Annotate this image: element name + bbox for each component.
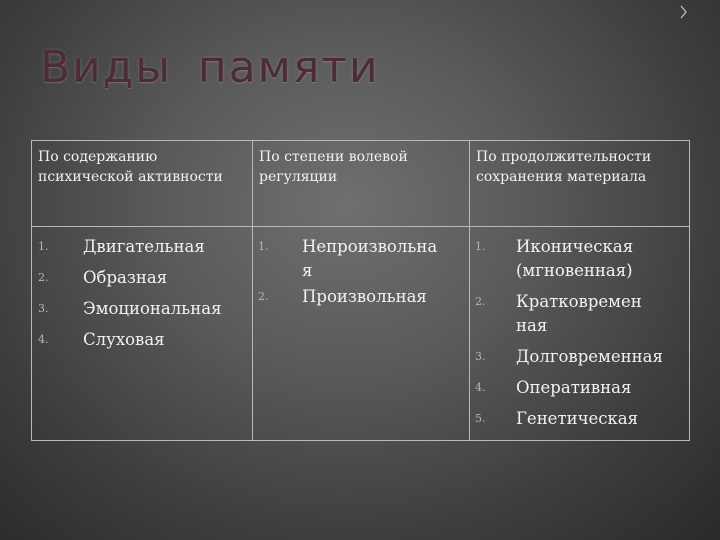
header-line: психической активности <box>38 169 223 185</box>
item-number: 4. <box>475 381 486 394</box>
item-number: 2. <box>38 271 49 284</box>
numbered-list <box>32 227 252 352</box>
item-number: 3. <box>475 350 486 363</box>
item-text: Слуховая <box>83 330 165 349</box>
item-number: 4. <box>38 333 49 346</box>
list-cell-duration <box>470 227 690 441</box>
numbered-list <box>470 227 689 431</box>
item-number: 1. <box>475 240 486 253</box>
list-cell-volition <box>253 227 470 441</box>
list-item <box>470 235 689 283</box>
item-number: 2. <box>258 290 269 303</box>
item-text: Непроизвольная <box>302 237 438 280</box>
list-item <box>253 285 469 309</box>
item-text: Образная <box>83 268 168 287</box>
item-text: Двигательная <box>83 237 205 256</box>
item-number: 5. <box>475 412 486 425</box>
item-number: 2. <box>475 295 486 308</box>
item-number: 1. <box>258 240 269 253</box>
list-item <box>470 407 689 431</box>
list-item <box>470 290 689 338</box>
item-text: Произвольная <box>302 287 427 306</box>
list-item <box>253 235 469 283</box>
header-cell-duration <box>470 141 690 227</box>
numbered-list <box>253 227 469 309</box>
item-text: Оперативная <box>516 378 632 397</box>
memory-types-table <box>31 140 690 441</box>
header-line: регуляции <box>259 169 338 185</box>
item-text: Генетическая <box>516 409 639 428</box>
list-cell-content <box>32 227 253 441</box>
item-text: Долговременная <box>516 347 663 366</box>
header-cell-volition <box>253 141 470 227</box>
list-item <box>470 345 689 369</box>
header-line: По степени волевой <box>259 149 408 165</box>
item-text: Кратковременная <box>516 292 642 335</box>
header-line: сохранения материала <box>476 169 647 185</box>
list-item <box>32 328 252 352</box>
item-text: Иконическая (мгновенная) <box>516 237 634 280</box>
item-number: 3. <box>38 302 49 315</box>
header-line: По содержанию <box>38 149 158 165</box>
table-body-row <box>32 227 690 441</box>
list-item <box>32 266 252 290</box>
list-item <box>470 376 689 400</box>
list-item <box>32 297 252 321</box>
item-text: Эмоциональная <box>83 299 222 318</box>
header-line: По продолжительности <box>476 149 652 165</box>
header-cell-content <box>32 141 253 227</box>
item-number: 1. <box>38 240 49 253</box>
list-item <box>32 235 252 259</box>
table-header-row <box>32 141 690 227</box>
slide-title: Виды памяти <box>40 42 380 93</box>
